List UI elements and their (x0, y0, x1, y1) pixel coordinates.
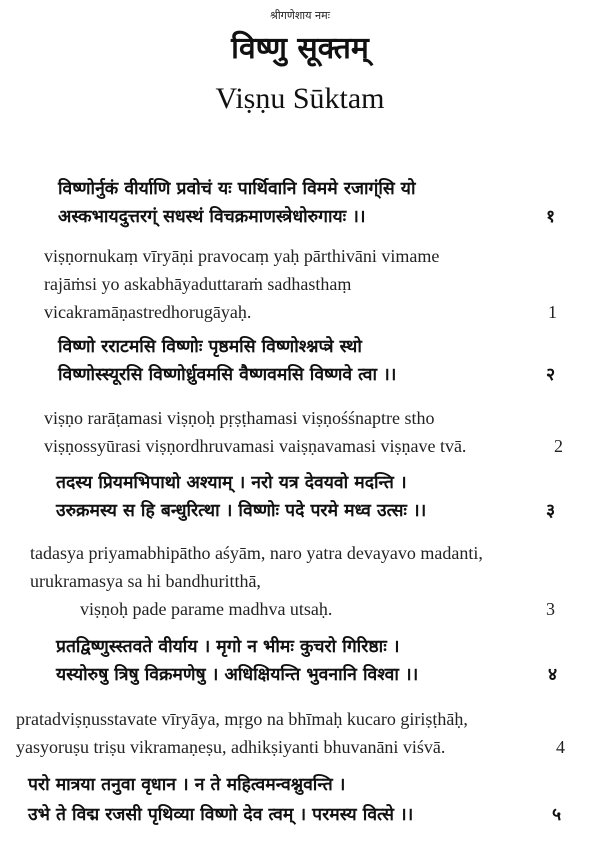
verse-roman-line: yasyoruṣu triṣu vikramaṇeṣu, adhikṣiyanti bhuvanāni viśvā. (16, 737, 446, 757)
verse-number-devanagari: ४ (548, 665, 558, 685)
verse-roman-line: viṣṇoḥ pade parame madhva utsaḥ. (80, 599, 333, 619)
verse-devanagari-line: यस्योरुषु त्रिषु विक्रमणेषु । अधिक्षियन्ति भुवनानि विश्वा ।। (56, 665, 419, 685)
verse-devanagari-line: विष्णोर्नुकं वीर्याणि प्रवोचं यः पार्थिवानि विममे रजाग्ंसि यो (58, 179, 416, 199)
verse-devanagari-line: विष्णो रराटमसि विष्णोः पृष्ठमसि विष्णोश्श्नप्त्रे स्थो (58, 337, 362, 357)
verse-roman-line: viṣṇornukaṃ vīryāṇi pravocaṃ yaḥ pārthivāni vimame (44, 246, 440, 266)
verse-devanagari-line: तदस्य प्रियमभिपाथो अश्याम् । नरो यत्र देवयवो मदन्ति । (56, 473, 407, 493)
verse-devanagari-line: विष्णोस्स्यूरसि विष्णोर्ध्रुवमसि वैष्णवमसि विष्णवे त्वा ।। (58, 365, 397, 385)
verse-roman-line: urukramasya sa hi bandhuritthā, (30, 571, 261, 591)
verse-roman-line: vicakramāṇastredhorugāyaḥ. (44, 302, 252, 322)
verse-devanagari-line: अस्कभायदुत्तरग्ं सधस्थं विचक्रमाणस्त्रेधोरुगायः ।। (58, 207, 366, 227)
verse-number-devanagari: १ (546, 207, 556, 227)
verse-roman-line: viṣṇossyūrasi viṣṇordhruvamasi vaiṣṇavamasi viṣṇave tvā. (44, 436, 467, 456)
verse-roman-line: rajāṁsi yo askabhāyaduttaraṁ sadhasthaṃ (44, 274, 352, 294)
verse-roman-line: viṣṇo rarāṭamasi viṣṇoḥ pṛṣṭhamasi viṣṇośśnaptre stho (44, 408, 435, 428)
verse-devanagari-line: परो मात्रया तनुवा वृधान । न ते महित्वमन्वश्नुवन्ति । (28, 775, 346, 795)
verse-number-roman: 4 (556, 737, 565, 757)
verse-number-roman: 1 (548, 302, 557, 322)
verse-number-roman: 2 (554, 436, 563, 456)
verse-devanagari-line: प्रतद्विष्णुस्स्तवते वीर्याय । मृगो न भीमः कुचरो गिरिष्ठाः । (56, 637, 400, 657)
verse-number-devanagari: ५ (552, 805, 562, 825)
verse-number-devanagari: ३ (546, 501, 556, 521)
verse-number-devanagari: २ (546, 365, 556, 385)
title-devanagari: विष्णु सूक्तम् (231, 31, 369, 66)
title-roman: Viṣṇu Sūktam (215, 82, 385, 115)
verse-number-roman: 3 (546, 599, 555, 619)
invocation-text: श्रीगणेशाय नमः (270, 9, 330, 22)
verse-devanagari-line: उभे ते विद्म रजसी पृथिव्या विष्णो देव त्वम् । परमस्य वित्से ।। (28, 805, 414, 825)
verse-roman-line: pratadviṣṇusstavate vīryāya, mṛgo na bhīmaḥ kucaro giriṣṭhāḥ, (16, 709, 468, 729)
verse-roman-line: tadasya priyamabhipātho aśyām, naro yatra devayavo madanti, (30, 543, 483, 563)
verse-devanagari-line: उरुक्रमस्य स हि बन्धुरित्था । विष्णोः पदे परमे मध्व उत्सः ।। (56, 501, 427, 521)
